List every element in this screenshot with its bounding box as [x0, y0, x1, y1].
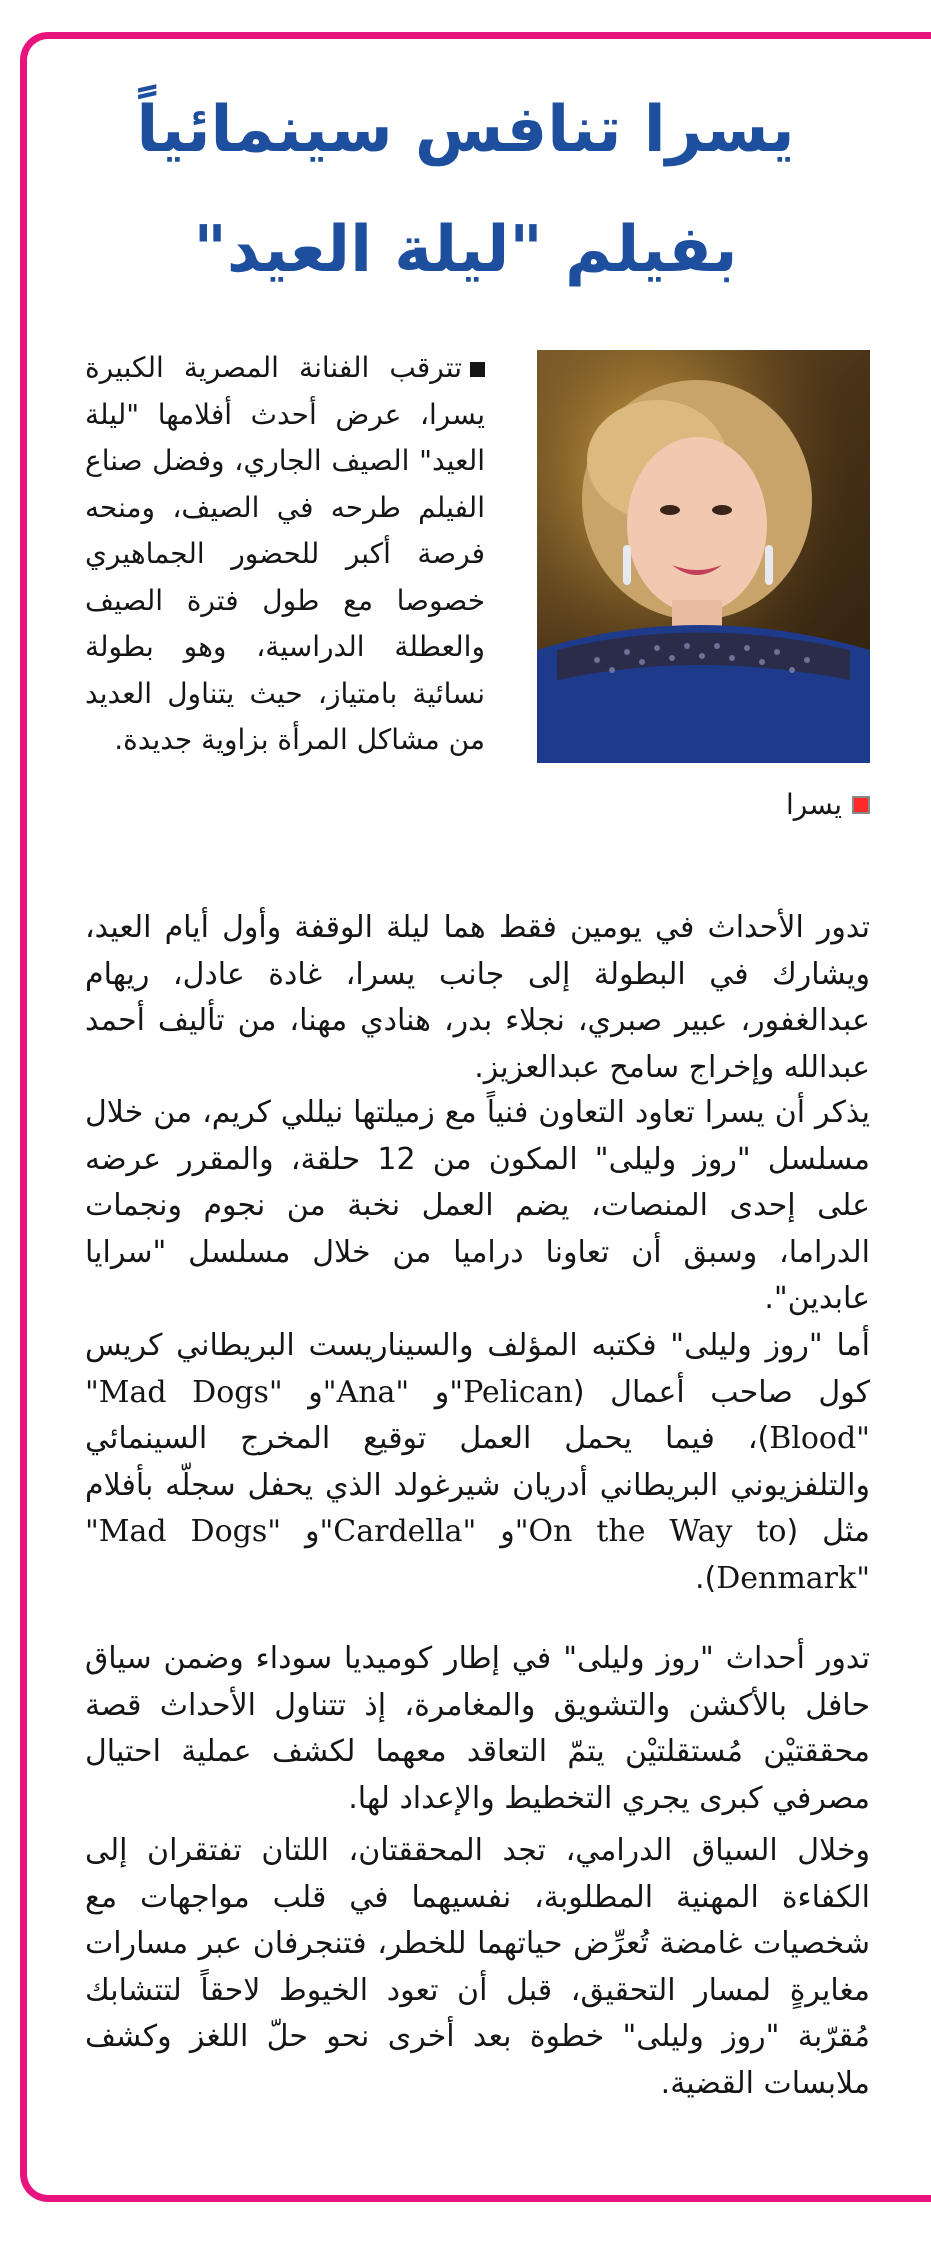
- paragraph-4: تدور أحداث "روز وليلى" في إطار كوميديا سوداء وضمن سياق حافل بالأكشن والتشويق والمغامرة، إذ تتناول الأحداث قصة محققتيْن مُستقلتيْن يتمّ التعاقد معهما لكشف عملية احتيال مصرفي كبرى يجري التخطيط والإعداد لها.: [85, 1641, 870, 1816]
- paragraph-3-works-writer: "Mad Dogs" و"Ana" و"Pelican Blood": [85, 1374, 870, 1456]
- paragraph-3-part-c: )، فيما يحمل العمل توقيع المخرج السينمائي والتلفزيوني البريطاني أدريان شيرغولد الذي يحفل سجلّه بأفلام مثل (: [85, 1421, 870, 1549]
- paragraph-3-works-director: "Mad Dogs" و"Cardella" و"On the Way to Denmark": [85, 1514, 870, 1596]
- photo-caption: [537, 785, 870, 825]
- portrait-photo: [537, 350, 870, 763]
- paragraph-1: تدور الأحداث في يومين فقط هما ليلة الوقفة وأول أيام العيد، ويشارك في البطولة إلى جانب يسرا، غادة عادل، ريهام عبدالغفور، عبير صبري، نجلاء بدر، هنادي مهنا، من تأليف أحمد عبدالله وإخراج سامح عبدالعزيز.: [85, 910, 870, 1085]
- paragraph-3: [85, 1323, 870, 1602]
- paragraph-3-part-a: أما "روز وليلى" فكتبه المؤلف والسيناريست البريطاني كريس كول صاحب أعمال (: [85, 1328, 870, 1410]
- paragraph-5: وخلال السياق الدرامي، تجد المحققتان، اللتان تفتقران إلى الكفاءة المهنية المطلوبة، نفسيهما في قلب مواجهات مع شخصيات غامضة تُعرِّض حياتهما للخطر، فتنجرفان عبر مسارات مغايرةٍ لمسار التحقيق، قبل أن تعود الخيوط لاحقاً لتتشابك مُقرّبة "روز وليلى" خطوة بعد أخرى نحو حلّ اللغز وكشف ملابسات القضية.: [85, 1833, 870, 2101]
- paragraph-2: يذكر أن يسرا تعاود التعاون فنياً مع زميلتها نيللي كريم، من خلال مسلسل "روز وليلى" المكون من 12 حلقة، والمقرر عرضه على إحدى المنصات، يضم العمل نخبة من نجوم ونجمات الدراما، وسبق أن تعاونا دراميا من خلال مسلسل "سرايا عابدين".: [85, 1095, 870, 1316]
- bullet-icon: [470, 362, 485, 377]
- lead-text: تترقب الفنانة المصرية الكبيرة يسرا، عرض أحدث أفلامها "ليلة العيد" الصيف الجاري، وفضل صناع الفيلم طرحه في الصيف، ومنحه فرصة أكبر للحضور الجماهيري خصوصا مع طول فترة الصيف والعطلة الدراسية، وهو بطولة نسائية بامتياز، حيث يتناول العديد من مشاكل المرأة بزاوية جديدة.: [85, 351, 485, 756]
- portrait-illustration: [537, 350, 870, 763]
- caption-marker-icon: [852, 796, 870, 814]
- headline-line-1: يسرا تنافس سينمائياً: [136, 93, 795, 167]
- caption-text: يسرا: [786, 788, 842, 821]
- lead-paragraph: [85, 345, 485, 764]
- headline-line-2: بفيلم "ليلة العيد": [193, 213, 738, 287]
- paragraph-3-part-e: ).: [694, 1560, 717, 1596]
